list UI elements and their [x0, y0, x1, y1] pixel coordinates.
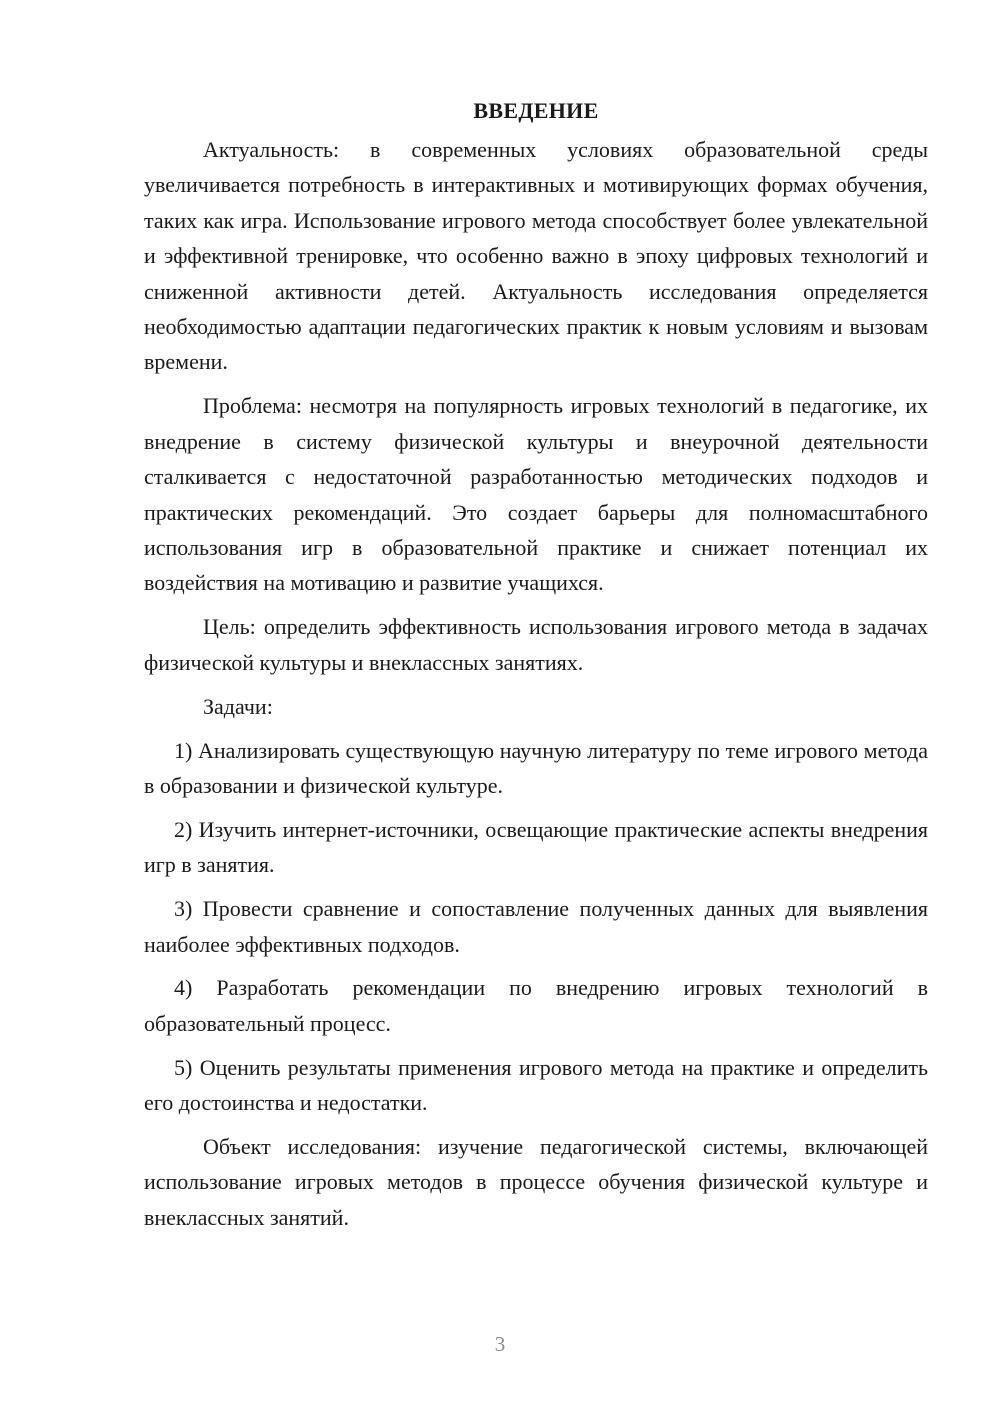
task-item-3: 3) Провести сравнение и сопоставление полученных данных для выявления наиболее эффективных подходов. — [144, 896, 928, 957]
page-number: 3 — [494, 1332, 506, 1356]
task-item-4: 4) Разработать рекомендации по внедрению игровых технологий в образовательный процесс. — [144, 975, 928, 1036]
task-item-5: 5) Оценить результаты применения игрового метода на практике и определить его достоинства и недостатки. — [144, 1054, 928, 1116]
task-item-1: 1) Анализировать существующую научную литературу по теме игрового метода в образовании и физической культуре. — [144, 737, 928, 798]
task-item-2: 2) Изучить интернет-источники, освещающие практические аспекты внедрения игр в занятия. — [144, 816, 928, 878]
document-page — [144, 90, 928, 1235]
object-paragraph: Объект исследования: изучение педагогической системы, включающей использование игровых методов в процессе обучения физической культуре и внеклассных занятий. — [144, 1134, 928, 1230]
section-heading: ВВЕДЕНИЕ — [473, 98, 599, 123]
tasks-label: Задачи: — [203, 693, 273, 719]
problem-paragraph: Проблема: несмотря на популярность игровых технологий в педагогике, их внедрение в систему физической культуры и внеурочной деятельности сталкивается с недостаточной разработанностью методических подходов и практических рекомендаций. Это создает барьеры для полномасштабного использования игр в образовательной практике и снижает потенциал их воздействия на мотивацию и развитие учащихся. — [144, 393, 928, 596]
relevance-paragraph: Актуальность: в современных условиях образовательной среды увеличивается потребность в интерактивных и мотивирующих формах обучения, таких как игра. Использование игрового метода способствует более увлекательной и эффективной тренировке, что особенно важно в эпоху цифровых технологий и сниженной активности детей. Актуальность исследования определяется необходимостью адаптации педагогических практик к новым условиям и вызовам времени. — [144, 137, 928, 375]
goal-paragraph: Цель: определить эффективность использования игрового метода в задачах физической культуры и внеклассных занятиях. — [144, 614, 928, 675]
